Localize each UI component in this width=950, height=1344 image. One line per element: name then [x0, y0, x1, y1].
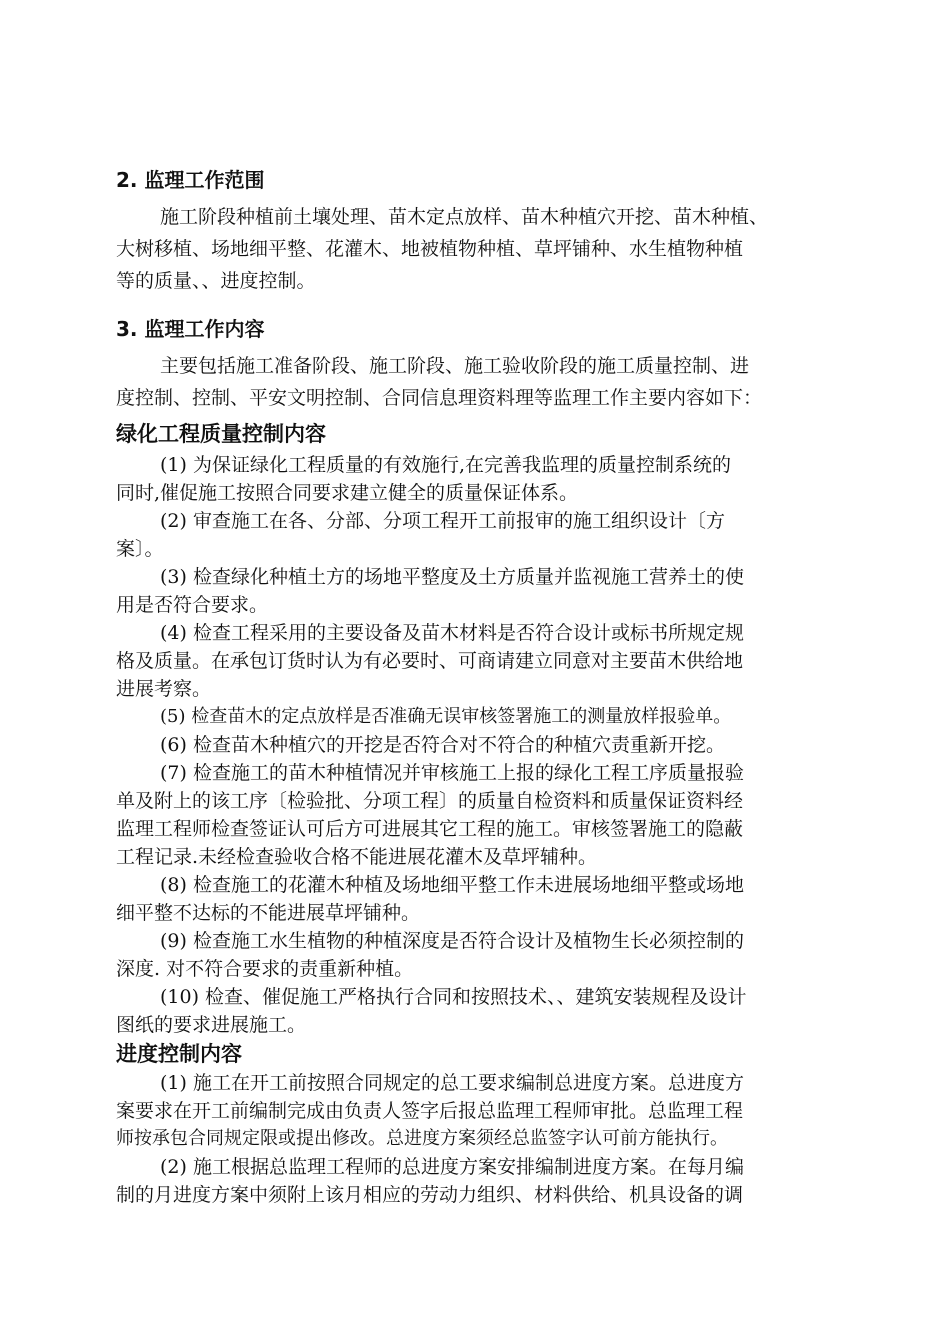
list-item-line: 用是否符合要求。	[116, 594, 269, 616]
paragraph-line: 主要包括施工准备阶段、施工阶段、施工验收阶段的施工质量控制、进	[160, 355, 750, 377]
list-item-line: 师按承包合同规定限或提出修改。总进度方案须经总监签字认可前方能执行。	[116, 1128, 728, 1149]
list-item-line: 深度. 对不符合要求的责重新种植。	[116, 958, 414, 980]
paragraph-line: 大树移植、场地细平整、花灌木、地被植物种植、草坪铺种、水生植物种植	[116, 238, 744, 260]
list-item-line: (2) 审查施工在各、分部、分项工程开工前报审的施工组织设计〔方	[160, 510, 725, 532]
list-item-line: 工程记录.未经检查验收合格不能进展花灌木及草坪辅种。	[116, 846, 598, 868]
list-item-line: 进展考察。	[116, 678, 212, 700]
list-item-line: (3) 检查绿化种植土方的场地平整度及土方质量并监视施工营养土的使	[160, 566, 744, 588]
paragraph-line: 度控制、控制、平安文明控制、合同信息理资料理等监理工作主要内容如下：	[116, 387, 763, 409]
list-item-line: (10) 检查、催促施工严格执行合同和按照技术、、建筑安装规程及设计	[160, 986, 747, 1008]
list-item-line: (4) 检查工程采用的主要设备及苗木材料是否符合设计或标书所规定规	[160, 622, 744, 644]
list-item-line: (9) 检查施工水生植物的种植深度是否符合设计及植物生长必须控制的	[160, 930, 744, 952]
list-item-line: (7) 检查施工的苗木种植情况并审核施工上报的绿化工程工序质量报验	[160, 762, 744, 784]
list-item-line: (1) 施工在开工前按照合同规定的总工要求编制总进度方案。总进度方	[160, 1072, 744, 1094]
list-item-line: 制的月进度方案中须附上该月相应的劳动力组织、材料供给、机具设备的调	[116, 1184, 744, 1206]
section-heading-content: 3. 监理工作内容	[116, 317, 265, 341]
list-item-line: 细平整不达标的不能进展草坪铺种。	[116, 902, 421, 924]
list-item-line: 单及附上的该工序〔检验批、分项工程〕的质量自检资料和质量保证资料经	[116, 790, 744, 812]
list-item-line: 监理工程师检查签证认可后方可进展其它工程的施工。审核签署施工的隐蔽	[116, 818, 744, 840]
list-item-line: (5) 检查苗木的定点放样是否准确无误审核签署施工的测量放样报验单。	[160, 706, 732, 727]
paragraph-line: 施工阶段种植前土壤处理、苗木定点放样、苗木种植穴开挖、苗木种植、	[160, 206, 769, 228]
list-item-line: 案要求在开工前编制完成由负责人签字后报总监理工程师审批。总监理工程	[116, 1100, 744, 1122]
list-item-line: 图纸的要求进展施工。	[116, 1014, 307, 1036]
list-item-line: (6) 检查苗木种植穴的开挖是否符合对不符合的种植穴责重新开挖。	[160, 734, 725, 756]
list-item-line: 同时,催促施工按照合同要求建立健全的质量保证体系。	[116, 482, 579, 504]
list-item-line: (2) 施工根据总监理工程师的总进度方案安排编制进度方案。在每月编	[160, 1156, 744, 1178]
section-heading-quality: 绿化工程质量控制内容	[116, 422, 326, 446]
list-item-line: (8) 检查施工的花灌木种植及场地细平整工作未进展场地细平整或场地	[160, 874, 744, 896]
list-item-line: 案〕。	[116, 538, 164, 560]
list-item-line: 格及质量。在承包订货时认为有必要时、可商请建立同意对主要苗木供给地	[116, 650, 744, 672]
section-heading-scope: 2. 监理工作范围	[116, 168, 265, 192]
paragraph-line: 等的质量、、进度控制。	[116, 270, 316, 292]
list-item-line: (1) 为保证绿化工程质量的有效施行,在完善我监理的质量控制系统的	[160, 454, 731, 476]
section-heading-progress: 进度控制内容	[116, 1042, 242, 1066]
